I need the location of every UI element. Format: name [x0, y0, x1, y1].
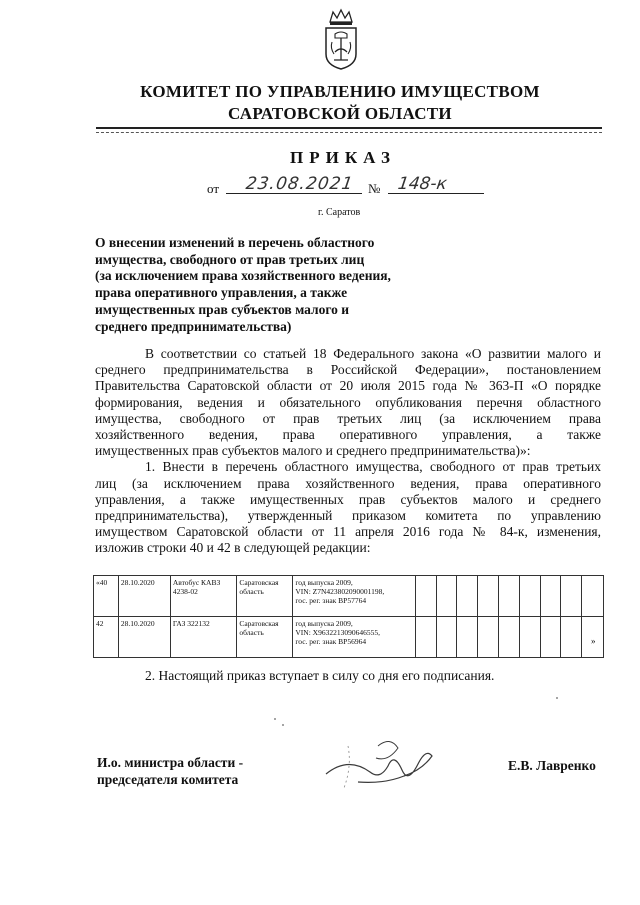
cell-empty: [540, 617, 561, 658]
cell-number: «40: [94, 576, 119, 617]
preamble-line: среднего предпринимательства в Российской Федерации», постановлением: [95, 362, 601, 378]
signatory-position: [97, 754, 243, 788]
position-line: И.о. министра области -: [97, 755, 244, 770]
cell-empty: [540, 576, 561, 617]
property-table: [93, 575, 604, 658]
organization-name-line1: КОМИТЕТ ПО УПРАВЛЕНИЮ ИМУЩЕСТВОМ: [140, 82, 540, 101]
cell-empty: [582, 576, 604, 617]
position-line: председателя комитета: [97, 772, 239, 787]
handwritten-signature: [318, 726, 448, 796]
coat-of-arms-emblem: [322, 8, 360, 70]
cell-empty: [519, 617, 540, 658]
signatory-name: Е.В. Лавренко: [508, 758, 596, 773]
spec-line: гос. рег. знак ВР57764: [295, 596, 367, 605]
point1-line: лиц (за исключением права хозяйственного ведения, права оперативного: [95, 475, 601, 491]
organization-name-line2: САРАТОВСКОЙ ОБЛАСТИ: [228, 104, 452, 123]
title-line: (за исключением права хозяйственного ведения,: [95, 268, 391, 284]
cell-number: 42: [94, 617, 119, 658]
preamble-line: Правительства Саратовской области от 20 июля 2015 года № 363-П «О порядке: [95, 378, 601, 394]
cell-empty: [478, 617, 499, 658]
number-handwritten: 148-к: [396, 174, 449, 194]
point1-line: управления, а также имущественных прав субъектов малого и среднего: [95, 491, 601, 507]
cell-empty: [519, 576, 540, 617]
preamble-line: хозяйственного ведения, права оперативного управления, а также: [95, 427, 601, 443]
cell-location: Саратовская область: [237, 617, 293, 658]
cell-empty: [415, 576, 436, 617]
document-type-heading: ПРИКАЗ: [290, 148, 396, 167]
point2-text: 2. Настоящий приказ вступает в силу со дня его подписания.: [145, 668, 495, 683]
cell-empty: [561, 576, 582, 617]
cell-empty: [499, 576, 520, 617]
cell-empty: [499, 617, 520, 658]
title-line: права оперативного управления, а также: [95, 285, 348, 301]
header-divider: [96, 127, 602, 129]
table-closing-quote: »: [591, 636, 596, 646]
scan-speck: [274, 718, 276, 720]
date-label: от: [207, 181, 220, 196]
scan-speck: [282, 724, 284, 726]
spec-line: VIN: X9632213090646555,: [295, 628, 380, 637]
cell-object-name: ГАЗ 322132: [170, 617, 236, 658]
preamble-line: имущественных прав субъектов малого и среднего предпринимательства)»:: [95, 443, 531, 459]
cell-empty: [457, 576, 478, 617]
cell-object-name: Автобус КАВЗ 4238-02: [170, 576, 236, 617]
point1-line: 1. Внести в перечень областного имущества, свободного от прав третьих: [145, 459, 601, 475]
cell-date: 28.10.2020: [118, 617, 170, 658]
preamble-line: имущества, свободного от прав третьих лиц (за исключением права: [95, 410, 601, 426]
date-handwritten: 23.08.2021: [244, 174, 355, 194]
cell-specs: [293, 576, 416, 617]
cell-specs: [293, 617, 416, 658]
spec-line: год выпуска 2009,: [295, 619, 353, 628]
table-row: [94, 617, 604, 658]
point1-line: предпринимательства), утвержденный приказом комитета по управлению: [95, 508, 601, 524]
spec-line: VIN: Z7N423802090001198,: [295, 587, 385, 596]
cell-location: Саратовская область: [237, 576, 293, 617]
city-label: г. Саратов: [318, 207, 361, 218]
header-divider-dashed: [96, 132, 602, 133]
cell-empty: [436, 617, 457, 658]
title-line: имущественных прав субъектов малого и: [95, 301, 350, 317]
cell-empty: [436, 576, 457, 617]
cell-empty: [415, 617, 436, 658]
spec-line: год выпуска 2009,: [295, 578, 353, 587]
cell-empty: [478, 576, 499, 617]
spec-line: гос. рег. знак ВР56964: [295, 637, 367, 646]
order-body: [95, 346, 601, 557]
point1-line: имуществом Саратовской области от 11 апреля 2016 года № 84-к, изменения,: [95, 524, 601, 540]
preamble-line: В соответствии со статьей 18 Федерального закона «О развитии малого и: [145, 346, 601, 361]
title-line: О внесении изменений в перечень областного: [95, 235, 375, 250]
cell-empty: [561, 617, 582, 658]
cell-date: 28.10.2020: [118, 576, 170, 617]
title-line: имущества, свободного от прав третьих лиц: [95, 251, 365, 267]
table-row: [94, 576, 604, 617]
cell-empty: [457, 617, 478, 658]
preamble-line: формирования, ведения и обязательного опубликования перечня областного: [95, 394, 601, 410]
title-line: среднего предпринимательства): [95, 318, 292, 334]
scan-speck: [556, 697, 558, 699]
order-title: [95, 235, 435, 335]
point1-line: изложив строки 40 и 42 в следующей редакции:: [95, 540, 371, 556]
number-label: №: [368, 181, 381, 196]
